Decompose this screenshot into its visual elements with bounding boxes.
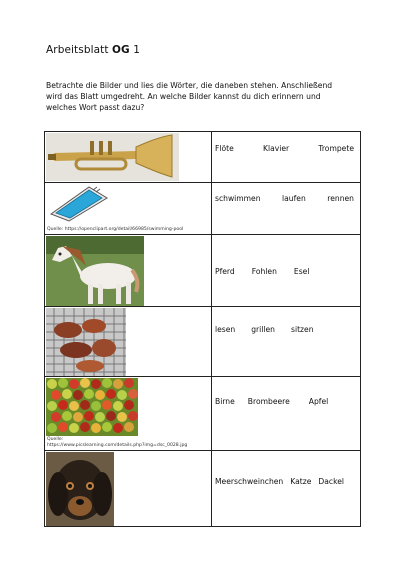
caption-line-1: Quelle: xyxy=(47,437,64,442)
horse-foal-image xyxy=(46,236,144,306)
instructions-line-1: Betrachte die Bilder und lies die Wörter, die daneben stehen. Anschließend xyxy=(46,81,333,90)
word-option: Flöte xyxy=(215,144,234,153)
dachshund-image xyxy=(46,452,114,526)
table-row xyxy=(45,451,361,527)
word-cell xyxy=(212,183,361,235)
word-cell xyxy=(212,235,361,307)
word-cell xyxy=(212,377,361,451)
table-row xyxy=(45,132,361,183)
image-cell xyxy=(45,307,212,377)
table-row xyxy=(45,235,361,307)
word-option: Esel xyxy=(293,267,310,276)
table-row xyxy=(45,307,361,377)
word-option: Trompete xyxy=(318,144,354,153)
word-option: sitzen xyxy=(291,325,314,334)
word-option: Fohlen xyxy=(251,267,277,276)
title-suffix: 1 xyxy=(129,44,140,56)
table-row xyxy=(45,183,361,235)
title-prefix: Arbeitsblatt xyxy=(46,44,113,56)
word-option: Klavier xyxy=(262,144,290,153)
word-option: lesen xyxy=(215,325,236,334)
word-option: Brombeere xyxy=(247,397,290,406)
grill-image xyxy=(46,308,126,376)
word-option: Meerschweinchen xyxy=(215,477,284,486)
word-option: Birne xyxy=(215,397,235,406)
word-option: Katze xyxy=(290,477,312,486)
instructions xyxy=(46,80,356,113)
image-cell xyxy=(45,132,212,183)
word-options xyxy=(215,397,354,406)
word-option: Pferd xyxy=(215,267,235,276)
word-options xyxy=(215,325,354,334)
word-cell xyxy=(212,451,361,527)
table-row xyxy=(45,377,361,451)
swimming-pool-image xyxy=(49,184,109,222)
word-options xyxy=(215,144,354,153)
caption-line-2: https://www.picslearning.com/details.php?img=dsc_0028.jpg xyxy=(47,443,188,448)
word-options xyxy=(215,477,354,486)
word-option: schwimmen xyxy=(215,194,261,203)
apples-image xyxy=(46,378,138,436)
image-source-caption: Quelle: https://openclipart.org/detail/66985/swimming-pool xyxy=(47,227,184,232)
word-option: rennen xyxy=(327,194,354,203)
image-cell xyxy=(45,451,212,527)
word-options xyxy=(215,194,354,203)
worksheet-table xyxy=(44,131,361,527)
word-cell xyxy=(212,307,361,377)
image-cell xyxy=(45,183,212,235)
title-bold: OG xyxy=(112,44,130,56)
word-option: Dackel xyxy=(318,477,344,486)
word-option: grillen xyxy=(251,325,275,334)
image-source-caption xyxy=(47,437,187,449)
word-option: Apfel xyxy=(308,397,329,406)
instructions-line-2: wird das Blatt umgedreht. An welche Bilder kannst du dich erinnern und xyxy=(46,92,321,101)
page-title xyxy=(46,44,140,56)
image-cell xyxy=(45,235,212,307)
image-cell xyxy=(45,377,212,451)
word-options xyxy=(215,267,354,276)
word-cell xyxy=(212,132,361,183)
instructions-line-3: welches Wort passt dazu? xyxy=(46,103,145,112)
word-option: laufen xyxy=(282,194,306,203)
trumpet-image xyxy=(46,133,179,181)
